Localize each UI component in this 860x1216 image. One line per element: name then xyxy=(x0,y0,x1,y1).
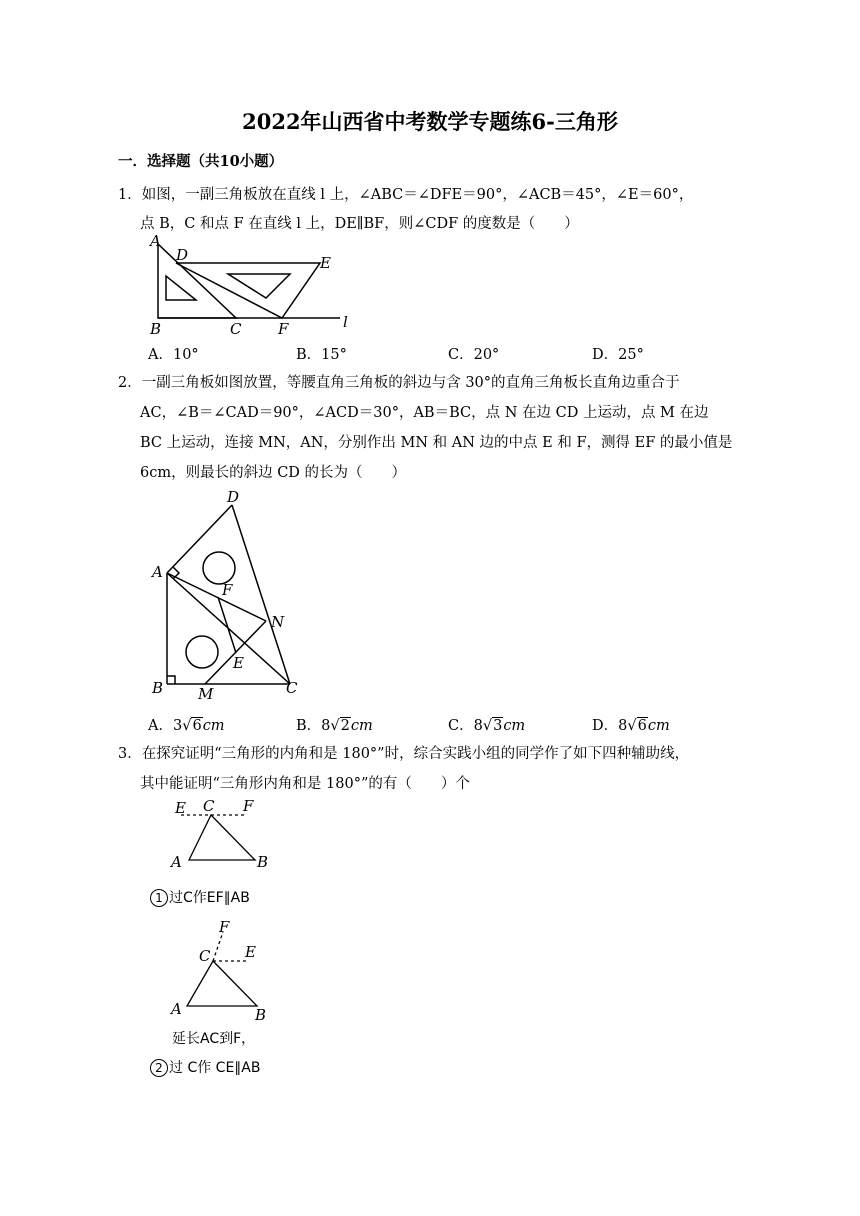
circled-number-1: 1 xyxy=(150,889,168,907)
page-title: 2022年山西省中考数学专题练6-三角形 xyxy=(242,109,618,134)
q3-line-2: 其中能证明“三角形内角和是 180°”的有（ ）个 xyxy=(140,776,470,792)
q3-fig2-label-e: E xyxy=(245,943,256,961)
q2-option-c: C．8√3cm xyxy=(448,718,526,734)
q2-line-1: 2．一副三角板如图放置，等腰直角三角板的斜边与含 30°的直角三角板长直角边重合于 xyxy=(118,375,680,391)
q2-label-c: C xyxy=(286,679,298,697)
q1-label-b: B xyxy=(150,320,162,337)
q3-fig1-caption: 1 过C作EF∥AB xyxy=(150,887,250,907)
q1-label-c: C xyxy=(230,320,242,337)
q3-fig2-label-c: C xyxy=(199,947,211,965)
q3-figure-1 xyxy=(165,795,280,875)
section-heading: 一．选择题（共10小题） xyxy=(118,153,284,170)
q1-label-e: E xyxy=(320,254,331,272)
q2-label-b: B xyxy=(152,679,164,697)
q2-label-n: N xyxy=(271,613,285,631)
q3-fig2-label-a: A xyxy=(171,1000,182,1018)
q2-option-a: A．3√6cm xyxy=(148,718,225,734)
q3-fig2-caption-2: 2 过 C作 CE∥AB xyxy=(150,1057,260,1077)
q3-fig1-label-c: C xyxy=(203,797,215,815)
q1-line-1: 1．如图，一副三角板放在直线 l 上，∠ABC＝∠DFE＝90°，∠ACB＝45°，∠E＝60°， xyxy=(118,187,694,203)
q3-fig1-label-f: F xyxy=(243,797,254,815)
q1-line-2: 点 B，C 和点 F 在直线 l 上，DE∥BF，则∠CDF 的度数是（ ） xyxy=(140,216,579,232)
q1-triangle-abc-inner xyxy=(166,276,196,300)
q1-option-d: D．25° xyxy=(592,347,644,363)
q2-label-a: A xyxy=(152,563,163,581)
q2-line-2: AC，∠B＝∠CAD＝90°，∠ACD＝30°，AB＝BC，点 N 在边 CD 上运动，点 M 在边 xyxy=(140,405,709,421)
q3-fig1-label-a: A xyxy=(171,853,182,871)
q1-label-a: A xyxy=(150,232,161,250)
q2-label-e: E xyxy=(233,654,244,672)
q3-fig2-caption-1: 延长AC到F， xyxy=(172,1031,256,1047)
q2-label-f: F xyxy=(222,581,233,599)
q2-figure xyxy=(140,485,315,705)
q2-option-b: B．8√2cm xyxy=(296,718,373,734)
q3-fig2-label-b: B xyxy=(255,1006,267,1023)
q2-label-m: M xyxy=(198,685,214,703)
q1-label-f: F xyxy=(278,320,289,337)
q1-option-b: B．15° xyxy=(296,347,347,363)
circled-number-2: 2 xyxy=(150,1059,168,1077)
q3-fig1-label-e: E xyxy=(175,799,186,817)
q3-figure-2 xyxy=(165,918,275,1023)
q1-figure xyxy=(140,232,370,337)
q2-line-4: 6cm，则最长的斜边 CD 的长为（ ） xyxy=(140,465,407,481)
q3-line-1: 3．在探究证明“三角形的内角和是 180°”时，综合实践小组的同学作了如下四种辅助线， xyxy=(118,746,690,762)
q1-option-a: A．10° xyxy=(148,347,199,363)
q1-triangle-abc xyxy=(158,244,236,318)
q3-fig1-label-b: B xyxy=(257,853,269,871)
q1-label-d: D xyxy=(176,246,189,264)
q2-label-d: D xyxy=(227,488,240,506)
q1-option-c: C．20° xyxy=(448,347,500,363)
q2-option-d: D．8√6cm xyxy=(592,718,670,734)
q1-label-l: l xyxy=(343,313,348,331)
q1-triangle-dfe xyxy=(176,263,320,318)
q3-fig2-label-f: F xyxy=(219,918,230,936)
q2-line-3: BC 上运动，连接 MN，AN，分别作出 MN 和 AN 边的中点 E 和 F，测得 EF 的最小值是 xyxy=(140,435,733,451)
